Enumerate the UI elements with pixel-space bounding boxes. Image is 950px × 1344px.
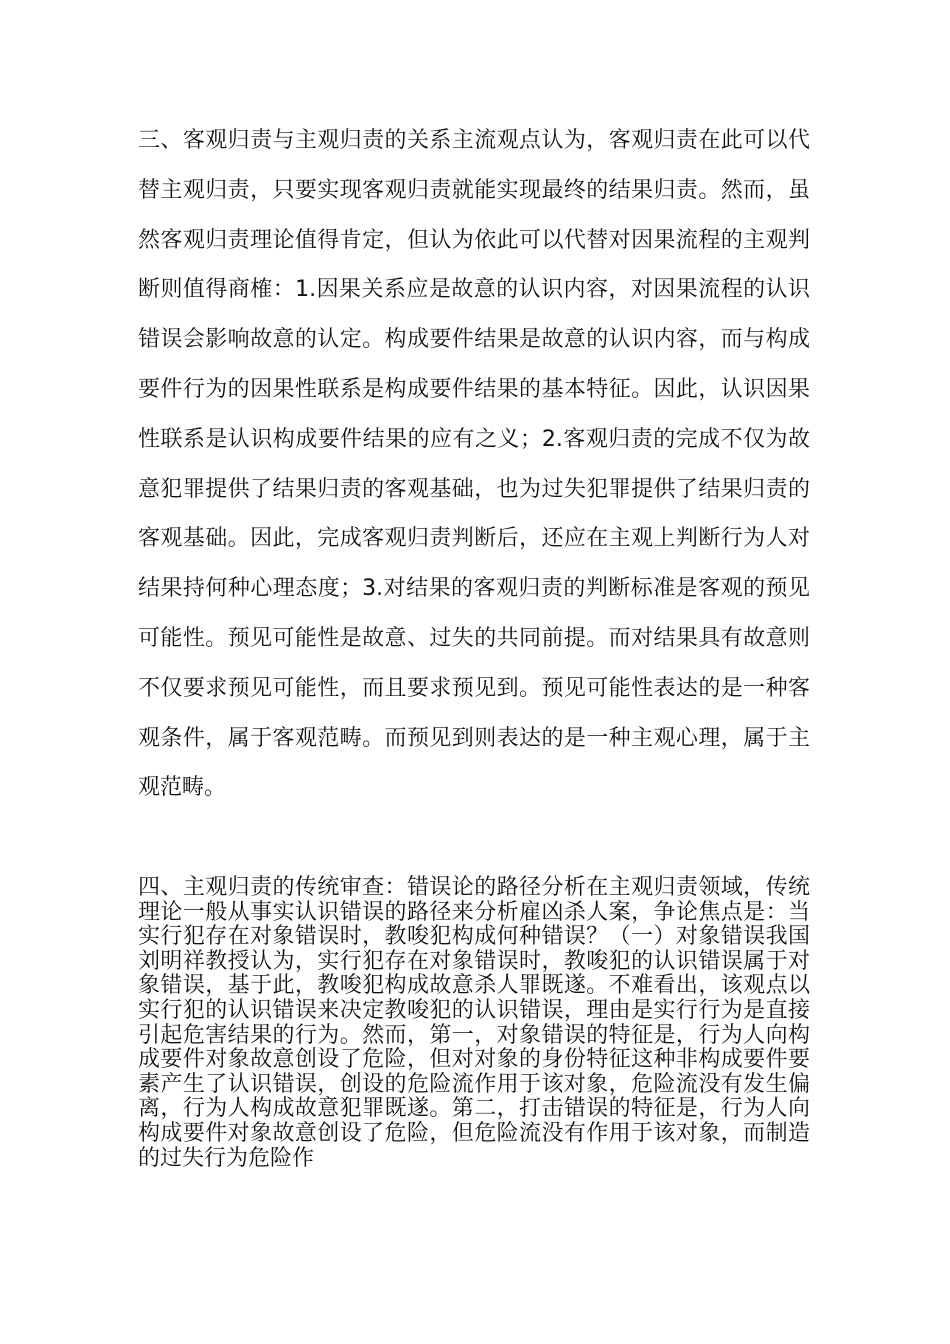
paragraph-objective-subjective-attribution: 三、客观归责与主观归责的关系主流观点认为，客观归责在此可以代替主观归责，只要实现客观归责就能实现最终的结果归责。然而，虽然客观归责理论值得肯定，但认为依此可以代替对因果流程的主观判断则值得商榷：1.因果关系应是故意的认识内容，对因果流程的认识错误会影响故意的认定。构成要件结果是故意的认识内容，而与构成要件行为的因果性联系是构成要件结果的基本特征。因此，认识因果性联系是认识构成要件结果的应有之义；2.客观归责的完成不仅为故意犯罪提供了结果归责的客观基础，也为过失犯罪提供了结果归责的客观基础。因此，完成客观归责判断后，还应在主观上判断行为人对结果持何种心理态度；3.对结果的客观归责的判断标准是客观的预见可能性。预见可能性是故意、过失的共同前提。而对结果具有故意则不仅要求预见可能性，而且要求预见到。预见可能性表达的是一种客观条件，属于客观范畴。而预见到则表达的是一种主观心理，属于主观范畴。 xyxy=(138,128,810,801)
paragraph-traditional-subjective-review: 四、主观归责的传统审查：错误论的路径分析在主观归责领域，传统理论一般从事实认识错误的路径来分析雇凶杀人案，争论焦点是：当实行犯存在对象错误时，教唆犯构成何种错误？（一）对象错误我国刘明祥教授认为，实行犯存在对象错误时，教唆犯的认识错误属于对象错误，基于此，教唆犯构成故意杀人罪既遂。不难看出，该观点以实行犯的认识错误来决定教唆犯的认识错误，理由是实行行为是直接引起危害结果的行为。然而，第一，对象错误的特征是，行为人向构成要件对象故意创设了危险，但对对象的身份特征这种非构成要件要素产生了认识错误，创设的危险流作用于该对象，危险流没有发生偏离，行为人构成故意犯罪既遂。第二，打击错误的特征是，行为人向构成要件对象故意创设了危险，但危险流没有作用于该对象，而制造的过失行为危险作 xyxy=(138,875,810,1171)
